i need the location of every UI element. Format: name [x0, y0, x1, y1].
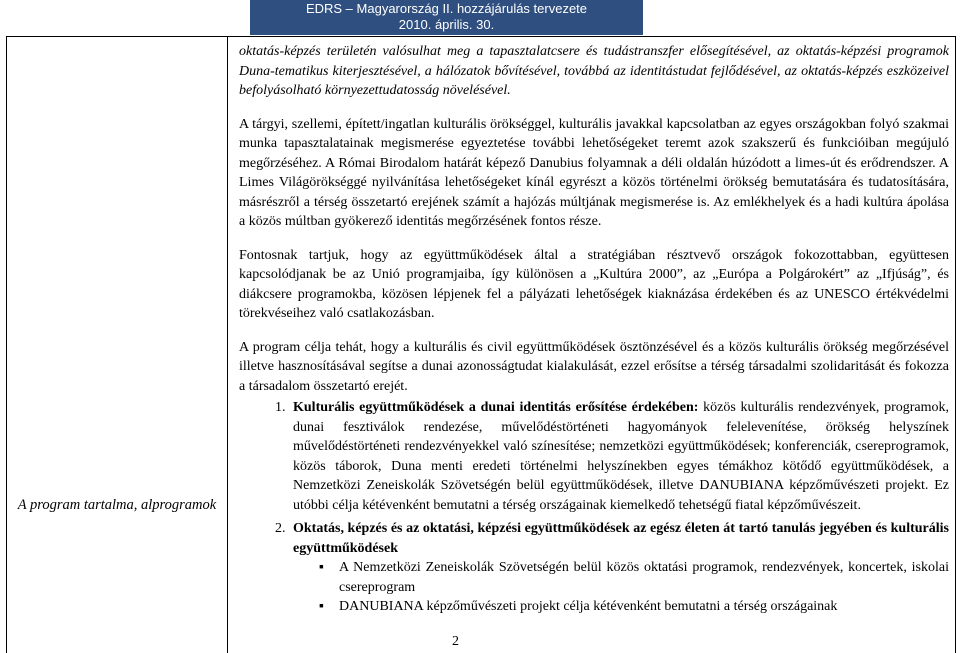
- list-item-title: Kulturális együttműködések a dunai identitás erősítése érdekében:: [293, 400, 699, 415]
- header-banner: [250, 0, 643, 35]
- paragraph-heritage: A tárgyi, szellemi, épített/ingatlan kulturális örökséggel, kulturális javakkal kapcsolatban az egyes országokban folyó szakmai munka tapasztalatainak megismerése egyeztetése további lehetőségeket teremt azok szakszerű és funkcióiban megújuló megőrzéséhez. A Római Birodalom határát képező Danubius folyamnak a déli oldalán húzódott a limes-út és erődrendszer. A Limes Világörökséggé nyilvánítása lehetőségeket kínál egyrészt a közös történelmi örökség bemutatására és tudatosítására, másrészről a térség összetartó erejének számít a hajózás múltjának megismerése is. Az emlékhelyek és a hadi kultúra ápolása a közös múltban gyökerező identitás megőrzésének fontos része.: [239, 116, 949, 229]
- paragraph-program-goal: A program célja tehát, hogy a kulturális és civil együttműködések ösztönzésével és a közös kulturális örökség megőrzésével illetve hasznosításával segítse a dunai azonosságtudat kialakulását, ezzel erősítse a térség társadalmi szolidaritását és fokozza a társadalom összetartó erejét.: [239, 339, 949, 394]
- list-item-education: [289, 519, 949, 617]
- list-item-text: közös kulturális rendezvények, programok, dunai fesztiválok rendezése, művelődéstörténeti hagyományok felelevenítése, örökség helyszínek művelődéstörténeti rendezvényekkel való színesítése; nemzetközi együttműködések; konferenciák, csereprogramok, közös táborok, Duna menti eredeti történelmi helyszínekben egyes témákhoz kötődő együttműködések, a Nemzetközi Zeneiskolák Szövetségén belül együttműködések, illetve DANUBIANA képzőművészeti projekt. Ez utóbbi célja kétévenként bemutatni a térség országainak kiemelkedő tehetségű fiatal képzőművészeit.: [293, 400, 949, 513]
- list-item-title: Oktatás, képzés és az oktatási, képzési együttműködések az egész életen át tartó tanulás jegyében és kulturális együttműködések: [293, 521, 949, 556]
- page-number: 2: [452, 634, 459, 649]
- page-header: [0, 0, 960, 36]
- column-divider: [227, 37, 228, 653]
- subprogram-list: [239, 398, 949, 617]
- content-table: [6, 36, 956, 653]
- header-title: EDRS – Magyarország II. hozzájárulás tervezete: [305, 1, 588, 16]
- row-label: A program tartalma, alprogramok: [17, 497, 217, 513]
- paragraph-education: oktatás-képzés területén valósulhat meg a tapasztalatcsere és tudástranszfer elősegítésével, az oktatás-képzési programok Duna-tematikus kiterjesztésével, a hálózatok bővítésével, továbbá az identitástudat fejlődésével, az oktatás-képzés eszközeivel befolyásolható környezettudatosság növelésével.: [239, 44, 949, 98]
- bullet-item: ▪ A Nemzetközi Zeneiskolák Szövetségén belül közös oktatási programok, rendezvények, koncertek, iskolai csereprogram: [317, 558, 949, 597]
- header-date: 2010. április. 30.: [398, 17, 495, 32]
- content-cell: [239, 42, 949, 621]
- paragraph-eu-programs: Fontosnak tartjuk, hogy az együttműködések által a stratégiában résztvevő országok fokozottabban, együttesen kapcsolódjanak be az Unió programjaiba, így különösen a „Kultúra 2000”, az „Európa a Polgárokért” az „Ifjúság”, és diákcsere programokba, közösen lépjenek fel a pályázati lehetőségek kiaknázása érdekében és az UNESCO értékvédelmi törekvéseihez való csatlakozásban.: [239, 247, 949, 321]
- bullet-list: [293, 558, 949, 617]
- list-item-cultural: [289, 398, 949, 515]
- bullet-item: ▪ DANUBIANA képzőművészeti projekt célja kétévenként bemutatni a térség országainak: [317, 597, 949, 617]
